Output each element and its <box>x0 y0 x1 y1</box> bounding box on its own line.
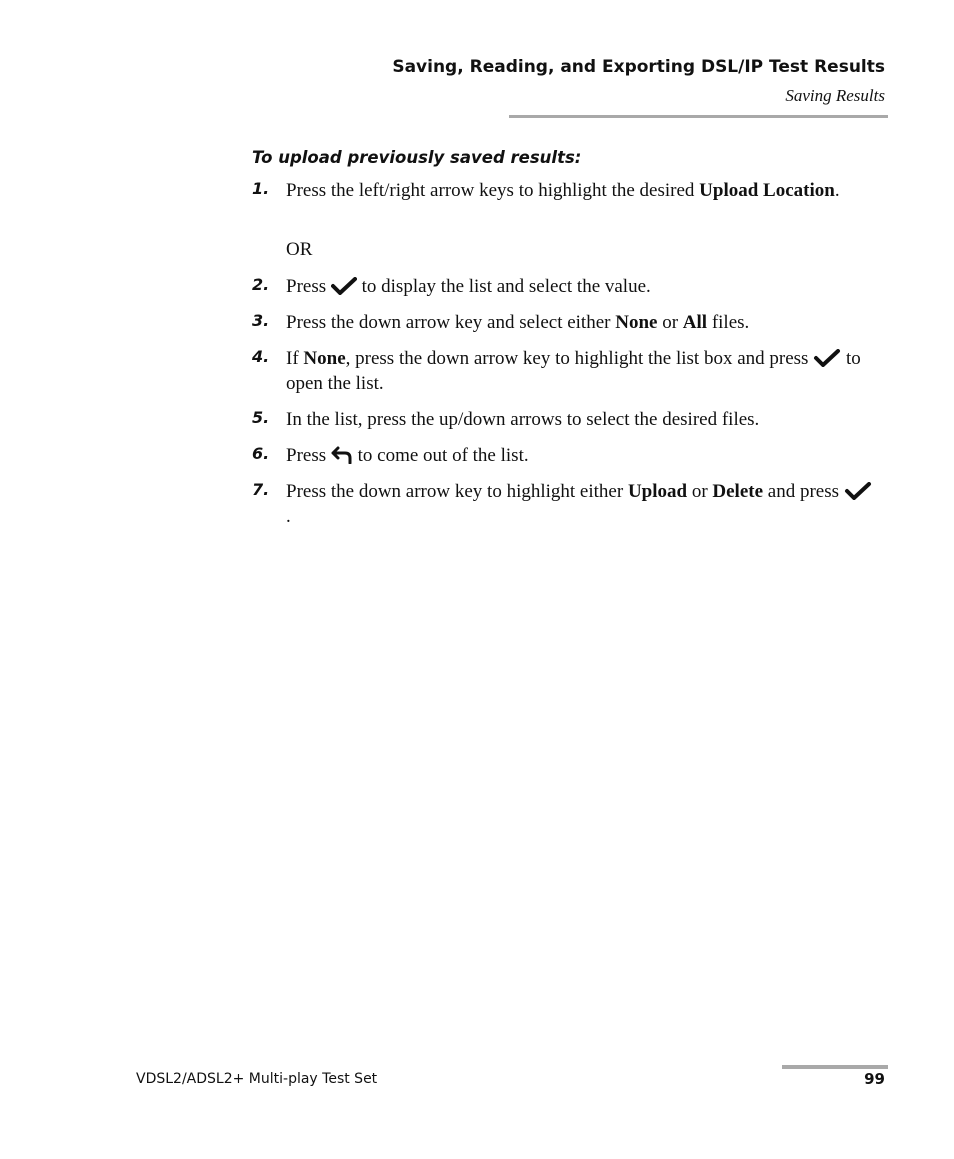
checkmark-icon <box>844 482 872 500</box>
footer-product-name: VDSL2/ADSL2+ Multi-play Test Set <box>136 1071 378 1087</box>
step-number: 1. <box>252 179 270 198</box>
step-number: 5. <box>252 408 270 427</box>
step-text: If None, press the down arrow key to highlight the list box and press to open the list. <box>286 348 861 394</box>
step-number: 2. <box>252 275 270 294</box>
step-5 <box>252 407 872 432</box>
header-divider <box>509 115 888 118</box>
step-text: In the list, press the up/down arrows to select the desired files. <box>286 409 760 430</box>
step-number: 7. <box>252 480 270 499</box>
step-text: Press the down arrow key to highlight either Upload or Delete and press . <box>286 479 872 529</box>
step-text: Press to come out of the list. <box>286 445 529 466</box>
checkmark-icon <box>331 277 357 295</box>
step-6 <box>252 443 872 468</box>
or-separator: OR <box>286 239 313 260</box>
step-number: 4. <box>252 347 270 366</box>
page-number: 99 <box>864 1070 885 1088</box>
step-1 <box>252 178 872 203</box>
step-number: 6. <box>252 444 270 463</box>
section-title: Saving Results <box>785 86 885 105</box>
step-7 <box>252 479 872 529</box>
step-text: Press to display the list and select the value. <box>286 276 651 297</box>
step-3 <box>252 310 872 335</box>
step-4 <box>252 346 872 396</box>
checkmark-icon <box>813 349 841 367</box>
footer-divider <box>782 1065 888 1069</box>
chapter-title: Saving, Reading, and Exporting DSL/IP Test Results <box>392 57 885 77</box>
step-2 <box>252 274 872 299</box>
back-arrow-icon <box>331 446 353 464</box>
step-text: Press the down arrow key and select either None or All files. <box>286 312 750 333</box>
step-text: Press the left/right arrow keys to highlight the desired Upload Location. <box>286 180 840 201</box>
procedure-title: To upload previously saved results: <box>252 148 582 167</box>
step-number: 3. <box>252 311 270 330</box>
